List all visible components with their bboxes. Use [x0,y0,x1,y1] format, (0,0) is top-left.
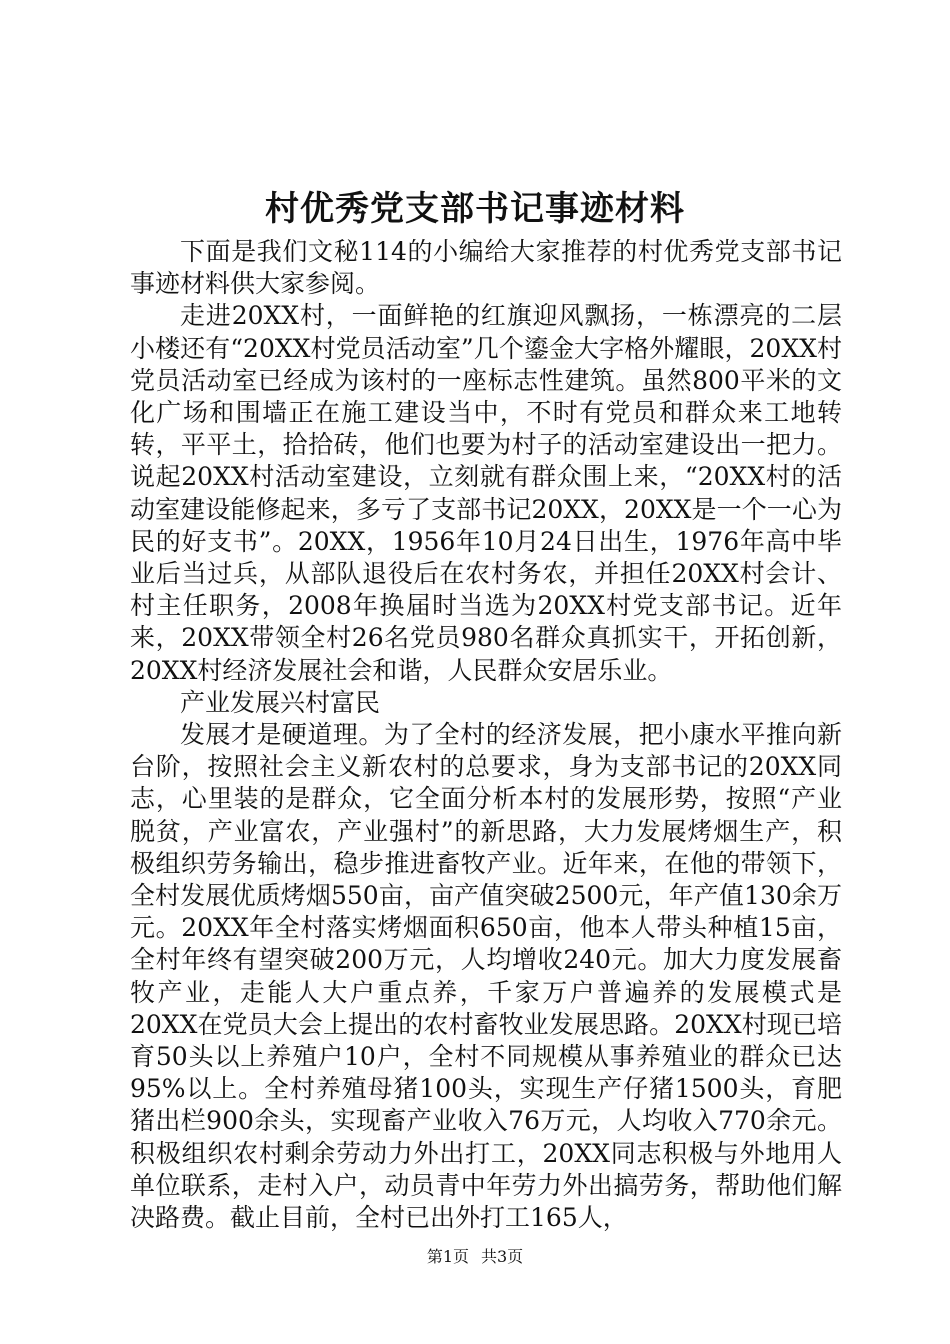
paragraph-village: 走进20XX村，一面鲜艳的红旗迎风飘扬，一栋漂亮的二层小楼还有“20XX村党员活动室”几个鎏金大字格外耀眼，20XX村党员活动室已经成为该村的一座标志性建筑。虽然800平米的文化广场和围墙正在施工建设当中，不时有党员和群众来工地转转，平平土，拾拾砖，他们也要为村子的活动室建设出一把力。说起20XX村活动室建设，立刻就有群众围上来，“20XX村的活动室建设能修起来，多亏了支部书记20XX，20XX是一个一心为民的好支书”。20XX，1956年10月24日出生，1976年高中毕业后当过兵，从部队退役后在农村务农，并担任20XX村会计、村主任职务，2008年换届时当选为20XX村党支部书记。近年来，20XX带领全村26名党员980名群众真抓实干，开拓创新，20XX村经济发展社会和谐，人民群众安居乐业。 [130,301,842,685]
document-title: 村优秀党支部书记事迹材料 [265,189,685,229]
page-total: 共3页 [481,1247,524,1266]
page-footer [0,1246,950,1268]
section-heading: 产业发展兴村富民 [180,687,381,717]
document-body [130,236,842,1234]
paragraph-development: 发展才是硬道理。为了全村的经济发展，把小康水平推向新台阶，按照社会主义新农村的总要求，身为支部书记的20XX同志，心里装的是群众，它全面分析本村的发展形势，按照“产业脱贫，产业富农，产业强村”的新思路，大力发展烤烟生产，积极组织劳务输出，稳步推进畜牧产业。近年来，在他的带领下，全村发展优质烤烟550亩，亩产值突破2500元，年产值130余万元。20XX年全村落实烤烟面积650亩，他本人带头种植15亩，全村年终有望突破200万元，人均增收240元。加大力度发展畜牧产业，走能人大户重点养，千家万户普遍养的发展模式是20XX在党员大会上提出的农村畜牧业发展思路。20XX村现已培育50头以上养殖户10户，全村不同规模从事养殖业的群众已达95%以上。全村养殖母猪100头，实现生产仔猪1500头，育肥猪出栏900余头，实现畜产业收入76万元，人均收入770余元。积极组织农村剩余劳动力外出打工，20XX同志积极与外地用人单位联系，走村入户，动员青中年劳力外出搞劳务，帮助他们解决路费。截止目前，全村已出外打工165人， [130,720,842,1233]
page-number: 第1页 [426,1247,469,1266]
paragraph-intro: 下面是我们文秘114的小编给大家推荐的村优秀党支部书记事迹材料供大家参阅。 [130,237,842,299]
